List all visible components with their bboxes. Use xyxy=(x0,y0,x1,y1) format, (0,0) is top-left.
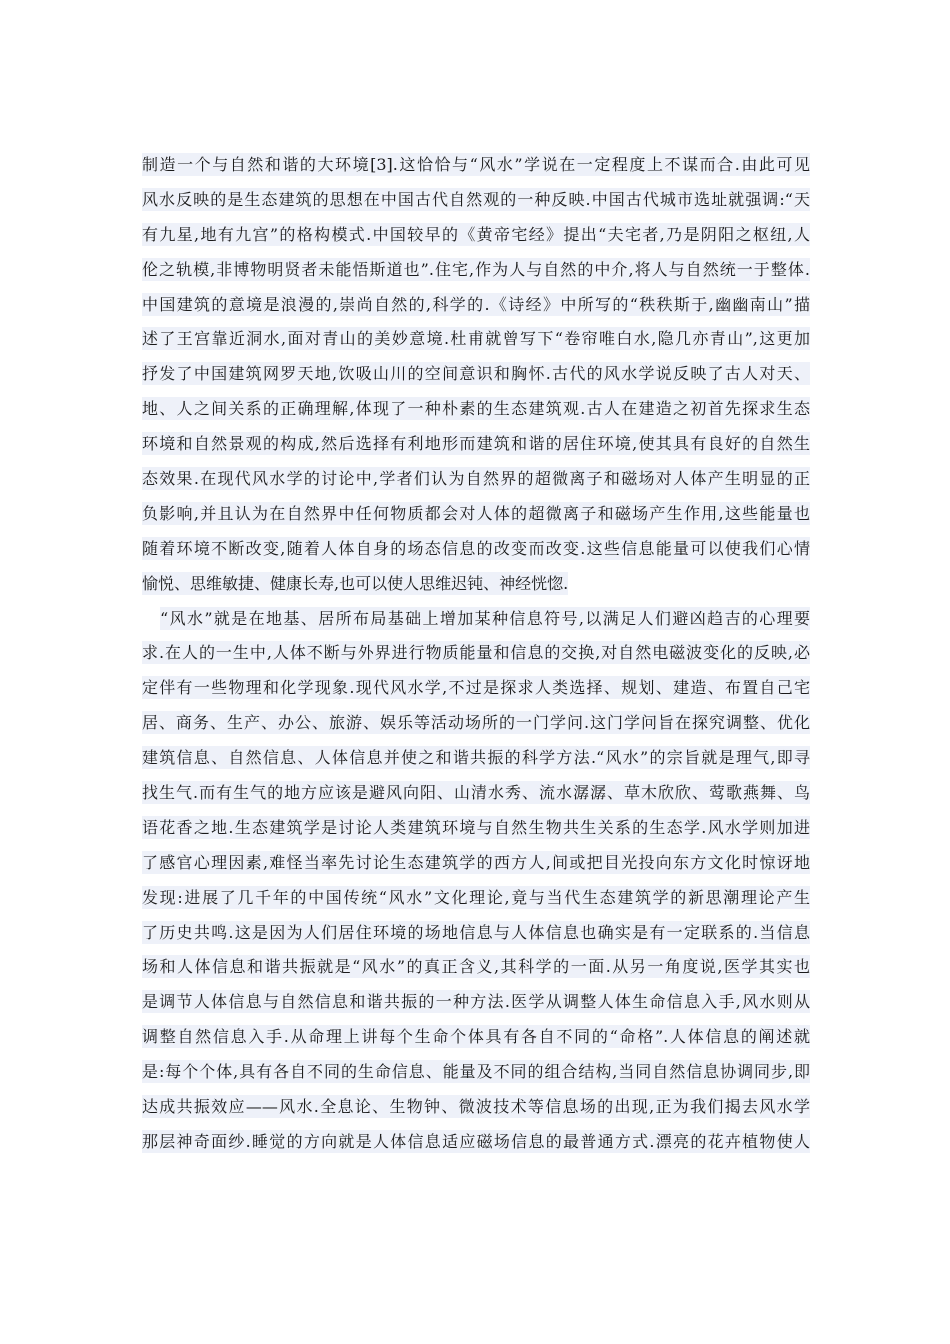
text-line xyxy=(142,706,810,741)
text-line xyxy=(142,950,810,985)
line-text: 发现:进展了几千年的中国传统“风水”文化理论,竟与当代生态建筑学的新思潮理论产生 xyxy=(142,887,810,907)
line-text: 中国建筑的意境是浪漫的,崇尚自然的,科学的.《诗经》中所写的“秩秩斯于,幽幽南山”描 xyxy=(142,294,810,314)
text-line xyxy=(142,183,810,218)
line-text: 场和人体信息和谐共振就是“风水”的真正含义,其科学的一面.从另一角度说,医学其实也 xyxy=(142,957,810,977)
line-text: 求.在人的一生中,人体不断与外界进行物质能量和信息的交换,对自然电磁波变化的反映,必 xyxy=(142,643,810,663)
text-line xyxy=(142,985,810,1020)
line-text: 有九星,地有九宫”的格构模式.中国较早的《黄帝宅经》提出“夫宅者,乃是阴阳之枢纽,人 xyxy=(142,224,810,244)
text-line xyxy=(142,532,810,567)
line-text: 定伴有一些物理和化学现象.现代风水学,不过是探求人类选择、规划、建造、布置自己宅 xyxy=(142,678,810,698)
line-text: 了感官心理因素,难怪当率先讨论生态建筑学的西方人,间或把目光投向东方文化时惊讶地 xyxy=(142,852,810,872)
line-text: 地、人之间关系的正确理解,体现了一种朴素的生态建筑观.古人在建造之初首先探求生态 xyxy=(142,399,810,419)
line-text: 述了王宫靠近洞水,面对青山的美妙意境.杜甫就曾写下“卷帘唯白水,隐几亦青山”,这更加 xyxy=(142,329,810,349)
body-text xyxy=(142,148,810,1160)
text-line xyxy=(142,357,810,392)
line-text: 居、商务、生产、办公、旅游、娱乐等活动场所的一门学问.这门学问旨在探究调整、优化 xyxy=(142,713,810,733)
text-line xyxy=(142,218,810,253)
line-text: 风水反映的是生态建筑的思想在中国古代自然观的一种反映.中国古代城市选址就强调:“天 xyxy=(142,189,810,209)
text-line xyxy=(142,671,810,706)
text-line xyxy=(142,811,810,846)
line-text: 语花香之地.生态建筑学是讨论人类建筑环境与自然生物共生关系的生态学.风水学则加进 xyxy=(142,817,810,837)
line-text: 制造一个与自然和谐的大环境[3].这恰恰与“风水”学说在一定程度上不谋而合.由此可见 xyxy=(142,155,810,174)
line-text: 伦之轨模,非博物明贤者未能悟斯道也”.住宅,作为人与自然的中介,将人与自然统一于整体. xyxy=(142,259,810,279)
line-text: 态效果.在现代风水学的讨论中,学者们认为自然界的超微离子和磁场对人体产生明显的正 xyxy=(142,469,810,489)
line-text: 建筑信息、自然信息、人体信息并使之和谐共振的科学方法.“风水”的宗旨就是理气,即寻 xyxy=(142,748,810,768)
text-line xyxy=(142,636,810,671)
text-line xyxy=(142,253,810,288)
text-line xyxy=(142,427,810,462)
text-line xyxy=(142,567,810,602)
text-line xyxy=(142,1020,810,1055)
line-text: 随着环境不断改变,随着人体自身的场态信息的改变而改变.这些信息能量可以使我们心情 xyxy=(142,538,810,558)
line-text: 调整自然信息入手.从命理上讲每个生命个体具有各自不同的“命格”.人体信息的阐述就 xyxy=(142,1027,810,1047)
line-text: 愉悦、思维敏捷、健康长寿,也可以使人思维迟钝、神经恍惚. xyxy=(142,573,569,593)
line-text: 达成共振效应——风水.全息论、生物钟、微波技术等信息场的出现,正为我们揭去风水学 xyxy=(142,1097,810,1117)
text-line xyxy=(142,462,810,497)
text-line xyxy=(142,1090,810,1125)
text-line xyxy=(142,322,810,357)
line-text: 找生气.而有生气的地方应该是避风向阳、山清水秀、流水潺潺、草木欣欣、莺歌燕舞、鸟 xyxy=(142,783,810,803)
line-text: 抒发了中国建筑网罗天地,饮吸山川的空间意识和胸怀.古代的风水学说反映了古人对天、 xyxy=(142,364,810,384)
paragraph-first-line xyxy=(142,602,810,637)
line-text: 那层神奇面纱.睡觉的方向就是人体信息适应磁场信息的最普通方式.漂亮的花卉植物使人 xyxy=(142,1131,810,1151)
text-line xyxy=(142,392,810,427)
text-line xyxy=(142,916,810,951)
text-line xyxy=(142,776,810,811)
text-line xyxy=(142,741,810,776)
line-text: 了历史共鸣.这是因为人们居住环境的场地信息与人体信息也确实是有一定联系的.当信息 xyxy=(142,922,810,942)
line-text: 环境和自然景观的构成,然后选择有利地形而建筑和谐的居住环境,使其具有良好的自然生 xyxy=(142,434,810,454)
text-line xyxy=(142,846,810,881)
text-line xyxy=(142,1055,810,1090)
text-line xyxy=(142,288,810,323)
line-text: “风水”就是在地基、居所布局基础上增加某种信息符号,以满足人们避凶趋吉的心理要 xyxy=(160,608,810,628)
text-line xyxy=(142,497,810,532)
line-text: 是:每个个体,具有各自不同的生命信息、能量及不同的组合结构,当同自然信息协调同步,即 xyxy=(142,1062,810,1082)
line-text: 负影响,并且认为在自然界中任何物质都会对人体的超微离子和磁场产生作用,这些能量也 xyxy=(142,503,810,523)
line-text: 是调节人体信息与自然信息和谐共振的一种方法.医学从调整人体生命信息入手,风水则从 xyxy=(142,992,810,1012)
text-line xyxy=(142,1125,810,1160)
text-line xyxy=(142,881,810,916)
text-line xyxy=(142,148,810,183)
